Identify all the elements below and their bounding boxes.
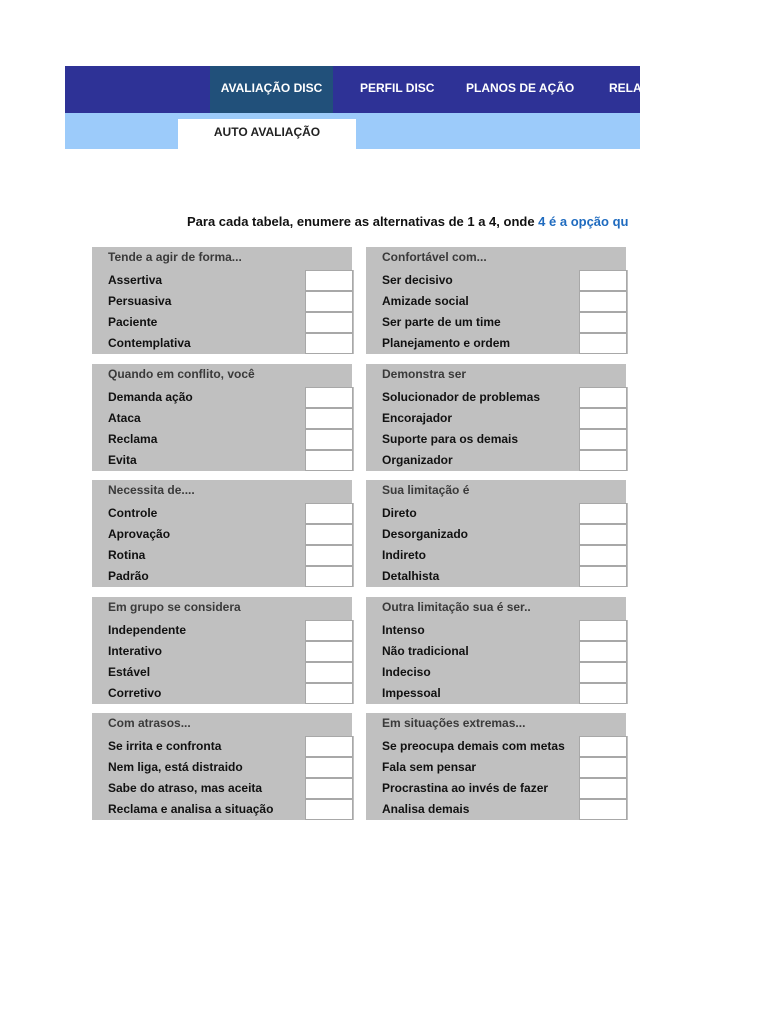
option-label: Controle bbox=[108, 506, 158, 520]
option-row bbox=[366, 429, 628, 450]
option-label: Independente bbox=[108, 623, 187, 637]
option-label: Intenso bbox=[382, 623, 425, 637]
option-row bbox=[92, 524, 354, 545]
rank-input-cell[interactable] bbox=[579, 736, 627, 757]
option-label: Interativo bbox=[108, 644, 163, 658]
group-title: Demonstra ser bbox=[366, 364, 626, 387]
rank-input-cell[interactable] bbox=[579, 662, 627, 683]
tab-avaliacao-disc[interactable]: AVALIAÇÃO DISC bbox=[210, 66, 333, 113]
option-label: Evita bbox=[108, 453, 137, 467]
rank-input-cell[interactable] bbox=[305, 757, 353, 778]
option-row bbox=[366, 524, 628, 545]
option-label: Indeciso bbox=[382, 665, 431, 679]
option-row bbox=[92, 312, 354, 333]
rank-input-cell[interactable] bbox=[305, 566, 353, 587]
question-group bbox=[366, 597, 628, 706]
rank-input-cell[interactable] bbox=[305, 387, 353, 408]
option-label: Sabe do atraso, mas aceita bbox=[108, 781, 263, 795]
option-row bbox=[366, 387, 628, 408]
group-rows bbox=[366, 620, 628, 704]
option-label: Padrão bbox=[108, 569, 149, 583]
rank-input-cell[interactable] bbox=[579, 641, 627, 662]
option-row bbox=[366, 620, 628, 641]
tab-perfil-disc[interactable]: PERFIL DISC bbox=[360, 81, 435, 95]
rank-input-cell[interactable] bbox=[305, 778, 353, 799]
option-row bbox=[92, 408, 354, 429]
rank-input-cell[interactable] bbox=[305, 408, 353, 429]
option-label: Reclama e analisa a situação bbox=[108, 802, 274, 816]
rank-input-cell[interactable] bbox=[305, 641, 353, 662]
option-row bbox=[366, 778, 628, 799]
option-label: Encorajador bbox=[382, 411, 453, 425]
rank-input-cell[interactable] bbox=[305, 683, 353, 704]
option-row bbox=[366, 736, 628, 757]
group-rows bbox=[92, 270, 354, 354]
question-group bbox=[92, 480, 354, 589]
rank-input-cell[interactable] bbox=[579, 545, 627, 566]
group-rows bbox=[92, 620, 354, 704]
option-row bbox=[92, 683, 354, 704]
question-group bbox=[92, 713, 354, 822]
rank-input-cell[interactable] bbox=[579, 683, 627, 704]
option-label: Desorganizado bbox=[382, 527, 469, 541]
group-rows bbox=[366, 270, 628, 354]
option-label: Analisa demais bbox=[382, 802, 470, 816]
group-title: Sua limitação é bbox=[366, 480, 626, 503]
question-group bbox=[366, 713, 628, 822]
option-row bbox=[92, 545, 354, 566]
rank-input-cell[interactable] bbox=[579, 312, 627, 333]
group-rows bbox=[92, 387, 354, 471]
rank-input-cell[interactable] bbox=[305, 270, 353, 291]
option-label: Corretivo bbox=[108, 686, 162, 700]
group-title: Tende a agir de forma... bbox=[92, 247, 352, 270]
group-rows bbox=[92, 736, 354, 820]
instruction-highlight: 4 é a opção qu bbox=[538, 214, 629, 229]
option-row bbox=[366, 799, 628, 820]
rank-input-cell[interactable] bbox=[305, 291, 353, 312]
option-row bbox=[92, 387, 354, 408]
option-row bbox=[92, 566, 354, 587]
option-row bbox=[92, 641, 354, 662]
option-row bbox=[366, 408, 628, 429]
option-row bbox=[366, 566, 628, 587]
option-row bbox=[366, 312, 628, 333]
instruction-text bbox=[187, 214, 628, 229]
question-group bbox=[366, 480, 628, 589]
question-group bbox=[92, 364, 354, 473]
option-row bbox=[92, 620, 354, 641]
option-label: Procrastina ao invés de fazer bbox=[382, 781, 549, 795]
option-label: Ser parte de um time bbox=[382, 315, 501, 329]
rank-input-cell[interactable] bbox=[305, 736, 353, 757]
rank-input-cell[interactable] bbox=[579, 524, 627, 545]
option-row bbox=[366, 291, 628, 312]
rank-input-cell[interactable] bbox=[579, 429, 627, 450]
option-label: Solucionador de problemas bbox=[382, 390, 541, 404]
option-row bbox=[92, 270, 354, 291]
group-rows bbox=[366, 503, 628, 587]
rank-input-cell[interactable] bbox=[305, 503, 353, 524]
rank-input-cell[interactable] bbox=[579, 778, 627, 799]
option-label: Ser decisivo bbox=[382, 273, 453, 287]
option-label: Se irrita e confronta bbox=[108, 739, 222, 753]
option-label: Suporte para os demais bbox=[382, 432, 519, 446]
rank-input-cell[interactable] bbox=[579, 799, 627, 820]
option-row bbox=[92, 333, 354, 354]
option-row bbox=[92, 757, 354, 778]
option-label: Organizador bbox=[382, 453, 453, 467]
option-label: Rotina bbox=[108, 548, 146, 562]
option-row bbox=[92, 662, 354, 683]
rank-input-cell[interactable] bbox=[305, 312, 353, 333]
group-title: Necessita de.... bbox=[92, 480, 352, 503]
instruction-main: Para cada tabela, enumere as alternativas de 1 a 4, onde bbox=[187, 214, 539, 229]
option-row bbox=[92, 503, 354, 524]
option-label: Se preocupa demais com metas bbox=[382, 739, 565, 753]
rank-input-cell[interactable] bbox=[579, 566, 627, 587]
rank-input-cell[interactable] bbox=[579, 333, 627, 354]
question-group bbox=[366, 247, 628, 356]
option-row bbox=[366, 503, 628, 524]
group-title: Quando em conflito, você bbox=[92, 364, 352, 387]
option-label: Estável bbox=[108, 665, 151, 679]
option-row bbox=[366, 545, 628, 566]
spreadsheet-area bbox=[65, 66, 649, 866]
rank-input-cell[interactable] bbox=[305, 799, 353, 820]
rank-input-cell[interactable] bbox=[579, 387, 627, 408]
option-label: Planejamento e ordem bbox=[382, 336, 511, 350]
tab-planos-de-acao[interactable]: PLANOS DE AÇÃO bbox=[466, 81, 575, 95]
rank-input-cell[interactable] bbox=[579, 450, 627, 471]
rank-input-cell[interactable] bbox=[305, 333, 353, 354]
option-row bbox=[92, 291, 354, 312]
option-row bbox=[366, 333, 628, 354]
rank-input-cell[interactable] bbox=[305, 524, 353, 545]
option-row bbox=[366, 757, 628, 778]
rank-input-cell[interactable] bbox=[305, 662, 353, 683]
option-row bbox=[92, 736, 354, 757]
rank-input-cell[interactable] bbox=[305, 545, 353, 566]
rank-input-cell[interactable] bbox=[305, 620, 353, 641]
question-group bbox=[92, 247, 354, 356]
option-row bbox=[92, 429, 354, 450]
rank-input-cell[interactable] bbox=[579, 270, 627, 291]
option-row bbox=[366, 683, 628, 704]
group-title: Outra limitação sua é ser.. bbox=[366, 597, 626, 620]
rank-input-cell[interactable] bbox=[579, 408, 627, 429]
rank-input-cell[interactable] bbox=[305, 429, 353, 450]
option-label: Não tradicional bbox=[382, 644, 469, 658]
option-label: Demanda ação bbox=[108, 390, 193, 404]
group-title: Em grupo se considera bbox=[92, 597, 352, 620]
rank-input-cell[interactable] bbox=[579, 620, 627, 641]
group-title: Confortável com... bbox=[366, 247, 626, 270]
option-label: Contemplativa bbox=[108, 336, 191, 350]
option-row bbox=[366, 270, 628, 291]
option-label: Aprovação bbox=[108, 527, 171, 541]
option-label: Indireto bbox=[382, 548, 426, 562]
rank-input-cell[interactable] bbox=[305, 450, 353, 471]
rank-input-cell[interactable] bbox=[579, 291, 627, 312]
option-row bbox=[92, 799, 354, 820]
top-navigation-bar bbox=[65, 66, 649, 113]
option-row bbox=[366, 662, 628, 683]
option-label: Ataca bbox=[108, 411, 141, 425]
option-row bbox=[92, 778, 354, 799]
option-row bbox=[92, 450, 354, 471]
rank-input-cell[interactable] bbox=[579, 503, 627, 524]
option-label: Amizade social bbox=[382, 294, 469, 308]
option-label: Impessoal bbox=[382, 686, 441, 700]
option-label: Nem liga, está distraido bbox=[108, 760, 243, 774]
group-title: Com atrasos... bbox=[92, 713, 352, 736]
option-label: Reclama bbox=[108, 432, 158, 446]
option-row bbox=[366, 641, 628, 662]
sub-navigation-bar bbox=[65, 113, 640, 149]
question-group bbox=[92, 597, 354, 706]
group-rows bbox=[92, 503, 354, 587]
option-label: Fala sem pensar bbox=[382, 760, 477, 774]
group-rows bbox=[366, 736, 628, 820]
option-label: Assertiva bbox=[108, 273, 163, 287]
option-label: Paciente bbox=[108, 315, 158, 329]
tab-relatorio[interactable]: RELAT bbox=[609, 81, 649, 95]
option-label: Detalhista bbox=[382, 569, 440, 583]
group-rows bbox=[366, 387, 628, 471]
option-row bbox=[366, 450, 628, 471]
option-label: Persuasiva bbox=[108, 294, 172, 308]
rank-input-cell[interactable] bbox=[579, 757, 627, 778]
tab-auto-avaliacao[interactable]: AUTO AVALIAÇÃO bbox=[178, 119, 356, 149]
option-label: Direto bbox=[382, 506, 417, 520]
question-group bbox=[366, 364, 628, 473]
group-title: Em situações extremas... bbox=[366, 713, 626, 736]
